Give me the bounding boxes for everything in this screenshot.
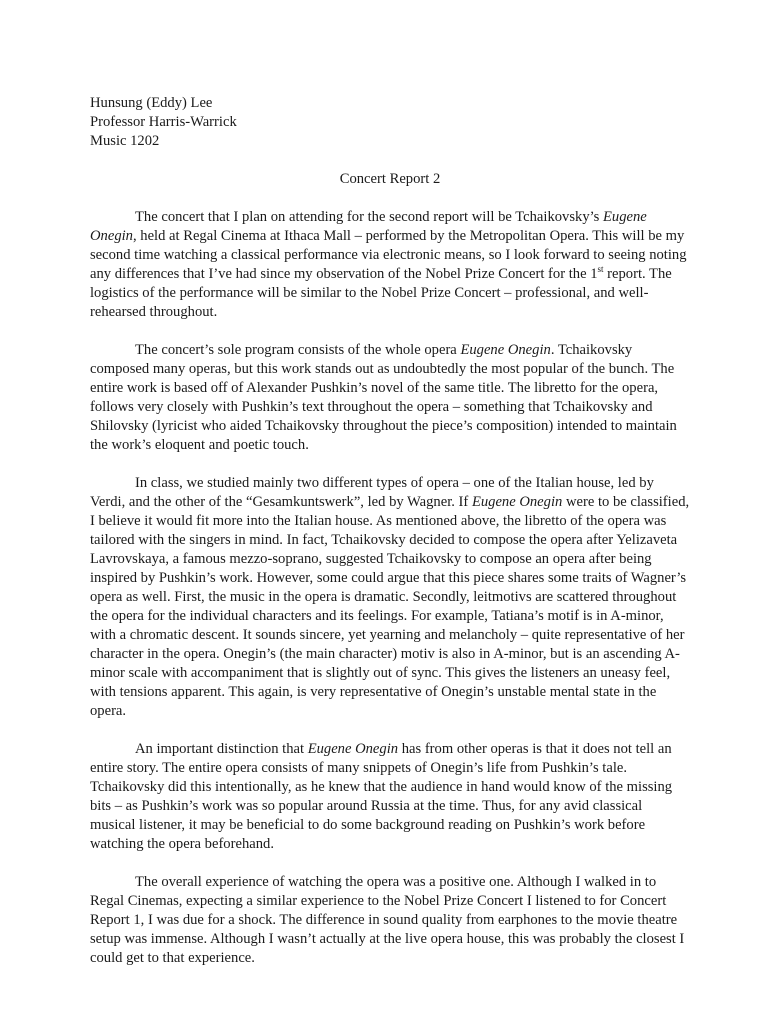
page-title: Concert Report 2 [339,171,441,187]
professor-name: Professor Harris-Warrick [90,114,237,130]
paragraph-5-text-a: The overall experience of watching the opera was a positive one. Although I walked in to Regal Cinemas, expecting a similar experience to the Nobel Prize Concert I listened to for Concert Report 1, I was due for a shock. The difference in sound quality from earphones to the movie theatre setup was immense. Although I wasn’t actually at the live opera house, this was probably the closest I could get to that experience. [90,874,685,966]
paragraph-4-opera-title: Eugene Onegin [307,741,399,757]
paragraph-1-text-e: report. The logistics of the performance will be similar to the Nobel Prize Concert – professional, and well-rehearsed throughout. [90,266,672,320]
paragraph-3-opera-title: Eugene Onegin [471,494,563,510]
paragraph-5 [90,873,690,968]
paragraph-3 [90,474,690,721]
document-body [90,94,690,987]
paragraph-3-text-a: In class, we studied mainly two different types of opera – one of the Italian house, led by Verdi, and the other of the “Gesamkuntswerk”, led by Wagner. If [90,475,654,510]
paragraph-3-text-c: were to be classified, I believe it would fit more into the Italian house. As mentioned above, the libretto of the opera was tailored with the singers in mind. In fact, Tchaikovsky decided to compose the opera after Yelizaveta Lavrovskaya, a famous mezzo-soprano, suggested Tchaikovsky to compose an opera after being inspired by Pushkin’s work. However, some could argue that this piece shares some traits of Wagner’s opera as well. First, the music in the opera is dramatic. Secondly, leitmotivs are scattered throughout the opera for the individual characters and its feelings. For example, Tatiana’s motif is in A-minor, with a chromatic descent. It sounds sincere, yet yearning and melancholy – quite representative of her character in the opera. Onegin’s (the main character) motiv is also in A-minor, but is an ascending A-minor scale with accompaniment that is slightly out of sync. This gives the listeners an uneasy feel, with tensions apparent. This again, is very representative of Onegin’s unstable mental state in the opera. [90,494,690,719]
paragraph-4-text-a: An important distinction that [135,741,308,757]
paragraph-2-text-a: The concert’s sole program consists of the whole opera [135,342,461,358]
paragraph-2-text-c: . Tchaikovsky composed many operas, but this work stands out as undoubtedly the most popular of the bunch. The entire work is based off of Alexander Pushkin’s novel of the same title. The libretto for the opera, follows very closely with Pushkin’s text throughout the opera – something that Tchaikovsky and Shilovsky (lyricist who aided Tchaikovsky throughout the piece’s composition) intended to maintain the work’s eloquent and poetic touch. [90,342,677,453]
paragraph-2-opera-title: Eugene Onegin [460,342,551,358]
paragraph-1-text-a: The concert that I plan on attending for the second report will be Tchaikovsky’s [135,209,604,225]
paragraph-1-text-c: , held at Regal Cinema at Ithaca Mall – performed by the Metropolitan Opera. This will be my second time watching a classical performance via electronic means, so I look forward to seeing noting any differences that I’ve had since my observation of the Nobel Prize Concert for the 1 [90,228,687,282]
course-name: Music 1202 [90,133,160,149]
paragraph-4-text-c: has from other operas is that it does not tell an entire story. The entire opera consists of many snippets of Onegin’s life from Pushkin’s tale. Tchaikovsky did this intentionally, as he knew that the audience in hand would know of the missing bits – as Pushkin’s work was so popular around Russia at the time. Thus, for any avid classical musical listener, it may be beneficial to do some background reading on Pushkin’s work before watching the opera beforehand. [90,741,673,852]
author-name: Hunsung (Eddy) Lee [90,95,213,111]
paragraph-4 [90,740,690,854]
paragraph-1 [90,208,690,322]
paragraph-2 [90,341,690,455]
header-block [90,94,690,151]
ordinal-superscript: st [597,264,604,275]
paragraph-1-opera-title: Eugene Onegin [90,209,647,244]
